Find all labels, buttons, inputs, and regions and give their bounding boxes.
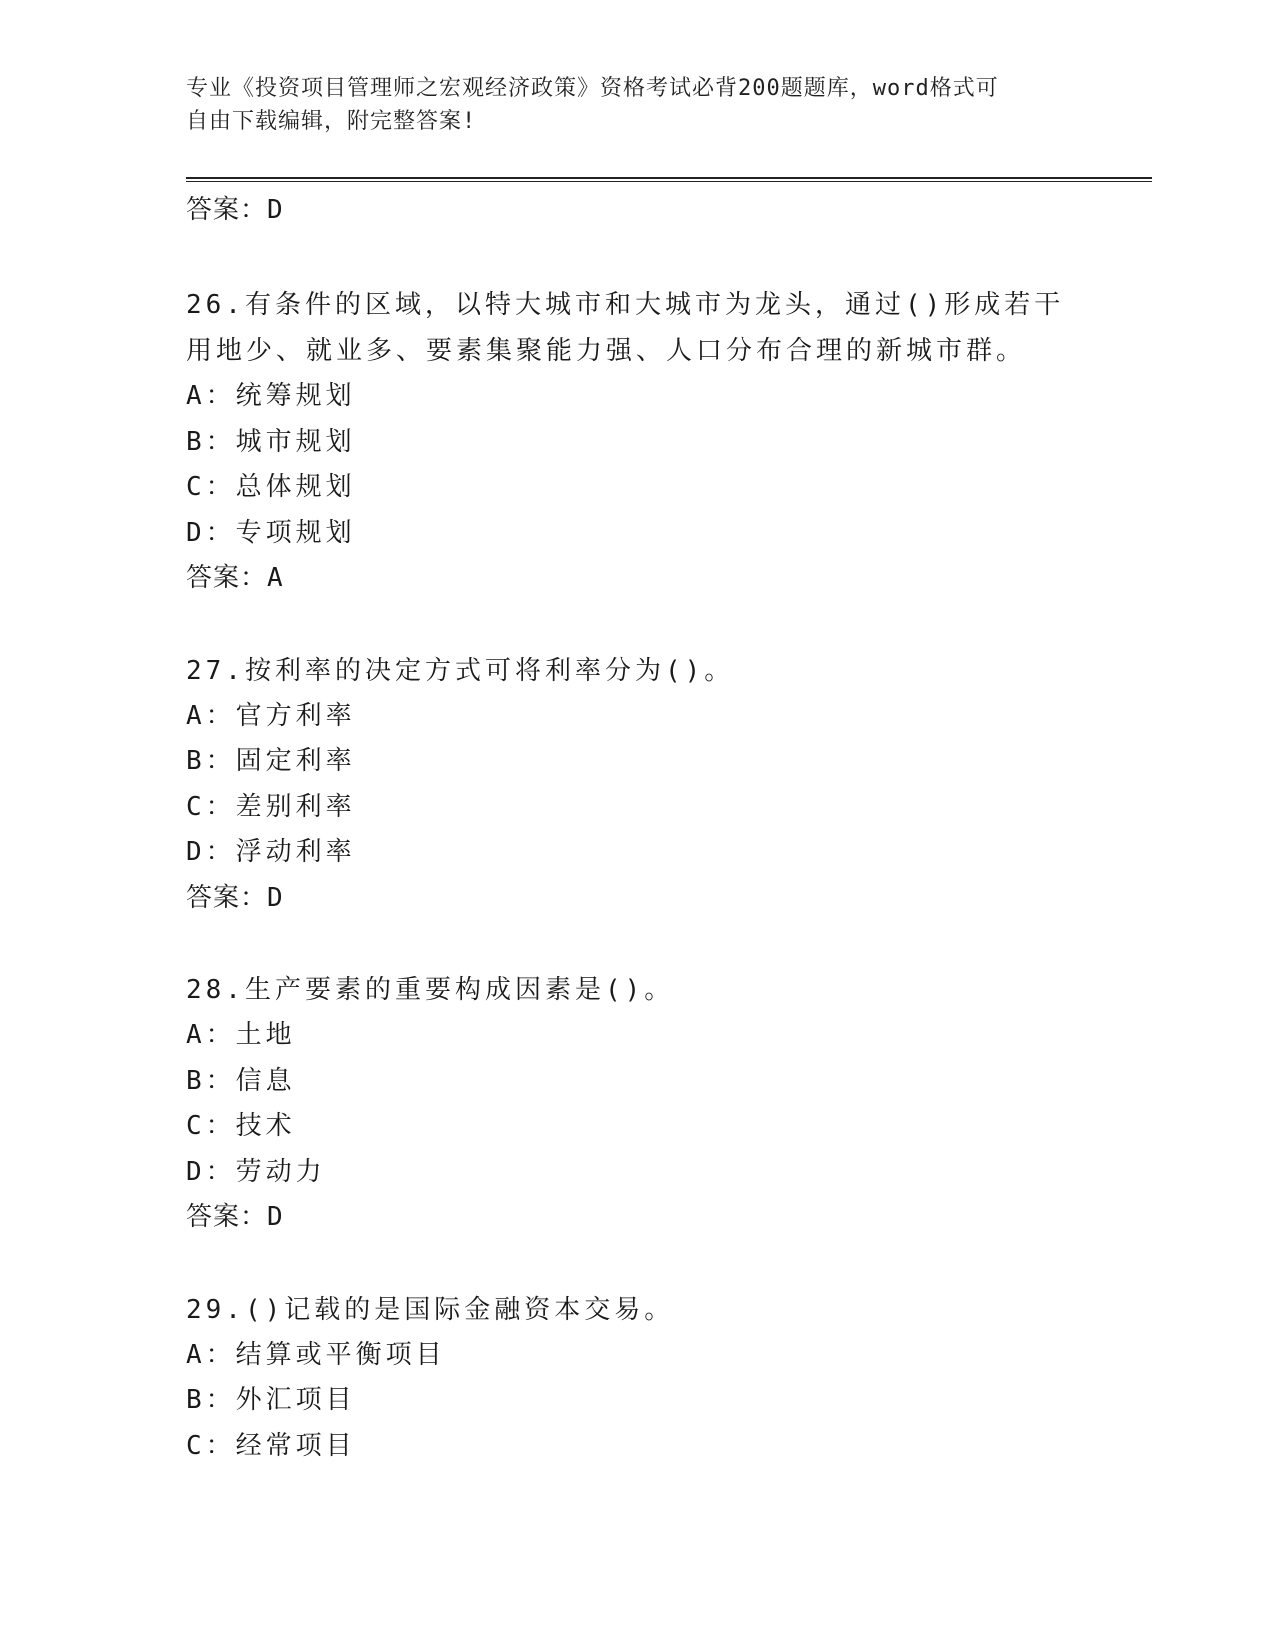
question-list: [186, 282, 1086, 1515]
option-b: B：固定利率: [186, 746, 356, 776]
answer-label: 答案：A: [186, 563, 284, 593]
question-stem: 26.有条件的区域，以特大城市和大城市为龙头，通过()形成若干用地少、就业多、要素集聚能力强、人口分布合理的新城市群。: [186, 290, 1065, 366]
option-c: C：差别利率: [186, 791, 356, 822]
option-a: A：官方利率: [186, 700, 356, 731]
option-c: C：技术: [186, 1111, 296, 1141]
question-27: [186, 648, 1086, 922]
header-line-2: 自由下载编辑，附完整答案!: [186, 109, 477, 134]
option-d: D：劳动力: [186, 1156, 326, 1187]
option-b: B：城市规划: [186, 426, 356, 457]
question-stem: 27.按利率的决定方式可将利率分为()。: [186, 655, 735, 686]
option-a: A：土地: [186, 1020, 296, 1050]
question-29: [186, 1287, 1086, 1470]
header-divider: [186, 177, 1152, 182]
question-26: [186, 282, 1086, 602]
question-stem: 29.()记载的是国际金融资本交易。: [186, 1294, 675, 1325]
header-line-1: 专业《投资项目管理师之宏观经济政策》资格考试必背200题题库，word格式可: [186, 76, 999, 101]
option-d: D：专项规划: [186, 517, 356, 548]
option-c: C：总体规划: [186, 472, 356, 502]
document-header: [186, 72, 1066, 138]
option-b: B：信息: [186, 1065, 296, 1096]
option-d: D：浮动利率: [186, 837, 356, 867]
question-stem: 28.生产要素的重要构成因素是()。: [186, 975, 675, 1005]
answer-label: 答案：D: [186, 1202, 284, 1232]
answer-label: 答案：D: [186, 882, 284, 913]
option-a: A：统筹规划: [186, 381, 356, 411]
option-b: B：外汇项目: [186, 1385, 356, 1415]
option-a: A：结算或平衡项目: [186, 1339, 446, 1370]
question-28: [186, 967, 1086, 1241]
answer-label: 答案：D: [186, 195, 284, 225]
option-c: C：经常项目: [186, 1430, 356, 1461]
